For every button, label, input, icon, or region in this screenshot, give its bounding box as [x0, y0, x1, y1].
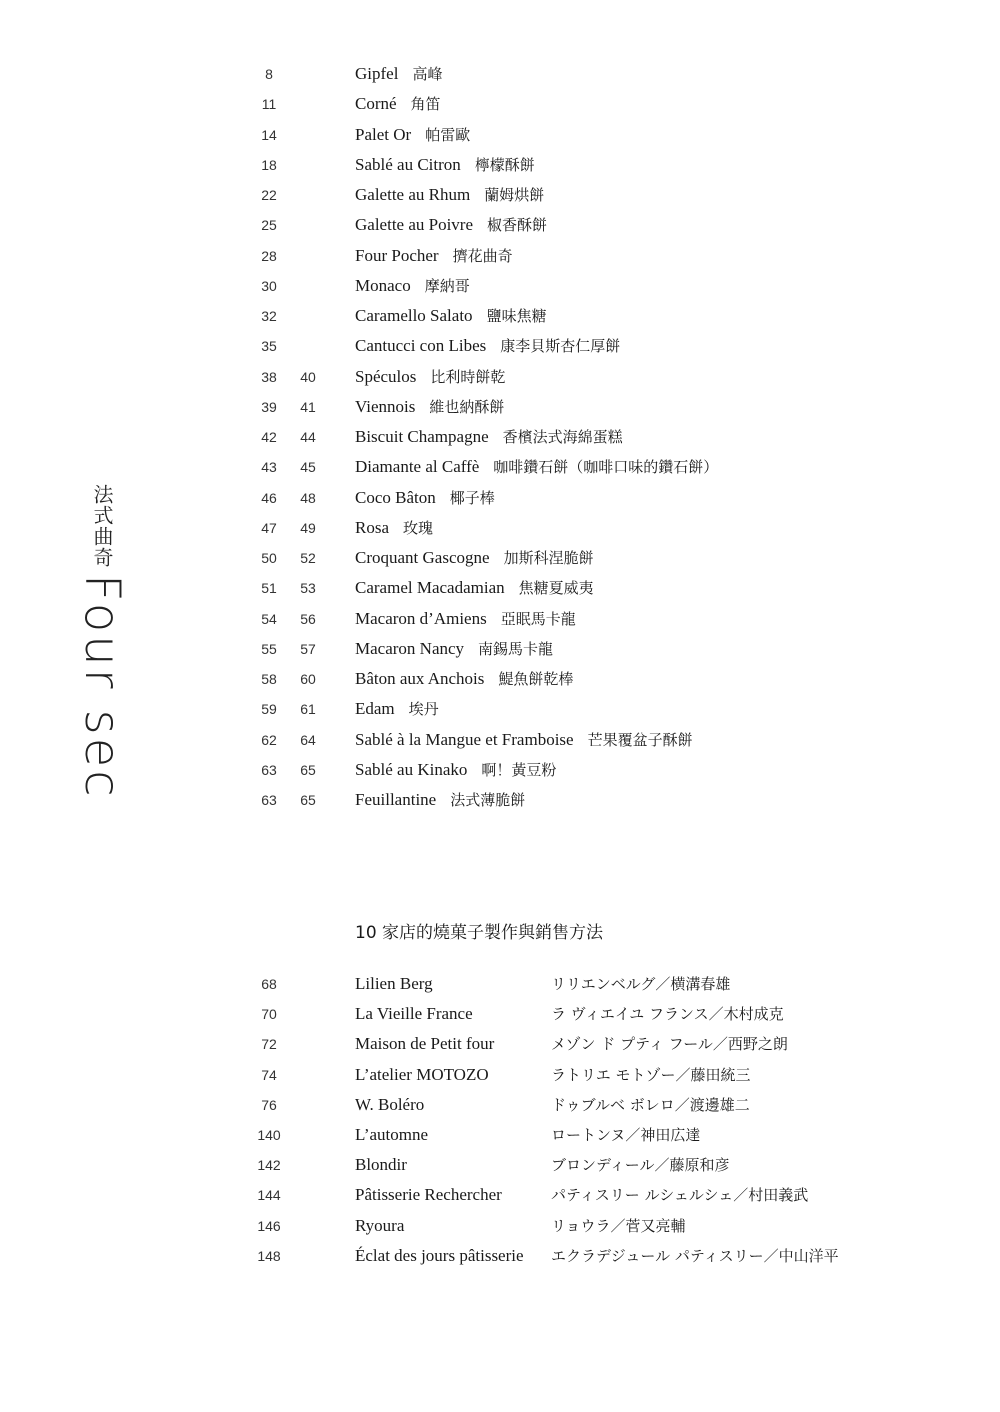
recipe-title	[355, 180, 544, 210]
side-title-chinese: 法式曲奇	[90, 484, 114, 568]
shop-name: L’atelier MOTOZO	[355, 1064, 489, 1084]
toc-row[interactable]	[0, 89, 1000, 119]
toc-row[interactable]	[0, 271, 1000, 301]
page-number: 14	[261, 126, 277, 143]
recipe-french-name: Monaco	[355, 275, 411, 295]
page-number-secondary: 61	[300, 701, 316, 718]
recipe-title	[355, 331, 620, 361]
recipe-chinese-name: 椒香酥餅	[487, 216, 548, 235]
recipe-chinese-name: 法式薄脆餅	[450, 791, 526, 809]
recipe-chinese-name: 亞眠馬卡龍	[500, 609, 576, 628]
recipe-french-name: Macaron d’Amiens	[355, 608, 487, 628]
page-number-secondary: 45	[300, 459, 316, 476]
page-number-secondary: 53	[300, 580, 316, 597]
recipe-title	[355, 150, 535, 180]
recipe-chinese-name: 焦糖夏威夷	[518, 579, 594, 598]
recipe-table-of-contents	[0, 59, 1000, 815]
recipe-french-name: Caramello Salato	[355, 306, 473, 325]
shop-name: Maison de Petit four	[355, 1034, 495, 1054]
toc-row[interactable]	[0, 241, 1000, 271]
page-number-secondary: 48	[300, 489, 316, 506]
page-number: 146	[257, 1217, 281, 1234]
recipe-title	[355, 785, 525, 815]
recipe-french-name: Sablé au Citron	[355, 154, 461, 174]
shop-owner: ブロンディール／藤原和彦	[551, 1156, 730, 1175]
page-number-secondary: 60	[300, 671, 316, 687]
shop-name: Pâtisserie Rechercher	[355, 1185, 502, 1205]
shop-row[interactable]	[0, 1060, 1000, 1090]
shop-owner: ドゥブルベ ボレロ／渡邊雄二	[551, 1095, 750, 1114]
shop-owner: リリエンベルグ／横溝春雄	[551, 975, 731, 993]
toc-row[interactable]	[0, 755, 1000, 785]
recipe-french-name: Four Pocher	[355, 245, 439, 265]
recipe-chinese-name: 南錫馬卡龍	[478, 639, 554, 658]
page-number: 54	[261, 610, 277, 627]
recipe-title	[355, 89, 441, 119]
recipe-chinese-name: 康李貝斯杏仁厚餅	[500, 337, 621, 356]
shop-name: Lilien Berg	[355, 974, 433, 993]
page-number-secondary: 49	[300, 519, 316, 536]
recipe-french-name: Macaron Nancy	[355, 638, 465, 658]
recipe-french-name: Viennois	[355, 396, 416, 416]
recipe-chinese-name: 啊！黃豆粉	[481, 760, 557, 779]
recipe-title	[355, 452, 718, 482]
recipe-french-name: Croquant Gascogne	[355, 548, 490, 567]
page-number: 51	[261, 580, 277, 597]
recipe-french-name: Coco Bâton	[355, 487, 436, 507]
toc-row[interactable]	[0, 452, 1000, 482]
shop-row[interactable]	[0, 1150, 1000, 1180]
toc-row[interactable]	[0, 150, 1000, 180]
recipe-chinese-name: 香檳法式海綿蛋糕	[502, 428, 623, 446]
page-number: 32	[261, 308, 277, 324]
page-number-secondary: 52	[300, 550, 316, 566]
page-number: 47	[261, 519, 277, 536]
recipe-french-name: Bâton aux Anchois	[355, 669, 485, 688]
recipe-chinese-name: 鹽味焦糖	[486, 307, 547, 325]
toc-row[interactable]	[0, 694, 1000, 724]
recipe-french-name: Sablé à la Mangue et Framboise	[355, 729, 574, 749]
recipe-french-name: Corné	[355, 94, 397, 114]
page-number: 68	[261, 976, 277, 992]
recipe-title	[355, 604, 576, 634]
page-number: 74	[261, 1066, 277, 1083]
shop-name: W. Boléro	[355, 1094, 425, 1114]
shop-owner: ロートンヌ／神田広達	[551, 1125, 701, 1144]
page-number: 148	[257, 1247, 281, 1264]
recipe-french-name: Biscuit Champagne	[355, 427, 489, 446]
shops-section-title: 10 家店的燒菓子製作與銷售方法	[355, 923, 604, 943]
page-number-secondary: 44	[300, 429, 316, 445]
page-number: 142	[257, 1157, 281, 1174]
page-number: 72	[261, 1036, 277, 1053]
toc-row[interactable]	[0, 785, 1000, 815]
shop-row[interactable]	[0, 1090, 1000, 1120]
page-number: 30	[261, 277, 277, 294]
shop-row[interactable]	[0, 1241, 1000, 1271]
toc-row[interactable]	[0, 362, 1000, 392]
page-number: 59	[261, 701, 277, 718]
recipe-french-name: Rosa	[355, 517, 389, 537]
toc-row[interactable]	[0, 573, 1000, 603]
recipe-title	[355, 210, 547, 240]
shop-name: L’automne	[355, 1124, 429, 1144]
recipe-french-name: Galette au Poivre	[355, 215, 474, 235]
page-number: 42	[261, 429, 277, 445]
recipe-title	[355, 301, 547, 331]
shop-name: Éclat des jours pâtisserie	[355, 1245, 524, 1265]
shop-owner: リョウラ／菅又亮輔	[551, 1216, 686, 1235]
page-number: 55	[261, 640, 277, 657]
recipe-chinese-name: 比利時餅乾	[430, 367, 506, 386]
recipe-french-name: Caramel Macadamian	[355, 578, 505, 598]
recipe-title	[355, 59, 442, 89]
recipe-french-name: Galette au Rhum	[355, 185, 471, 204]
page-number: 25	[261, 217, 277, 234]
page-number: 8	[265, 66, 273, 82]
recipe-title	[355, 573, 594, 603]
recipe-chinese-name: 擠花曲奇	[452, 246, 513, 265]
shop-name: Ryoura	[355, 1215, 405, 1235]
shop-row[interactable]	[0, 969, 1000, 999]
page-number-secondary: 64	[300, 731, 316, 748]
recipe-title	[355, 422, 623, 452]
recipe-chinese-name: 鯷魚餅乾棒	[498, 670, 574, 688]
shop-row[interactable]	[0, 1180, 1000, 1210]
page-number-secondary: 40	[300, 368, 316, 385]
toc-row[interactable]	[0, 664, 1000, 694]
page-number: 28	[261, 247, 277, 264]
recipe-french-name: Spéculos	[355, 366, 417, 386]
shop-owner: メゾン ド プティ フール／西野之朗	[551, 1035, 788, 1054]
shop-row[interactable]	[0, 1211, 1000, 1241]
page-number: 11	[261, 96, 277, 113]
recipe-chinese-name: 帕雷歐	[425, 125, 471, 144]
toc-row[interactable]	[0, 422, 1000, 452]
recipe-chinese-name: 維也納酥餅	[429, 397, 505, 416]
recipe-chinese-name: 埃丹	[408, 700, 439, 719]
recipe-title	[355, 483, 495, 513]
shop-owner: エクラデジュール パティスリー／中山洋平	[551, 1246, 839, 1265]
page-number: 38	[261, 368, 277, 385]
toc-row[interactable]	[0, 513, 1000, 543]
recipe-chinese-name: 摩納哥	[424, 276, 470, 295]
recipe-title	[355, 241, 513, 271]
recipe-french-name: Diamante al Caffè	[355, 457, 480, 477]
recipe-chinese-name: 咖啡鑽石餅（咖啡口味的鑽石餅）	[493, 458, 719, 477]
recipe-french-name: Feuillantine	[355, 790, 437, 809]
toc-row[interactable]	[0, 210, 1000, 240]
recipe-title	[355, 513, 433, 543]
toc-row[interactable]	[0, 331, 1000, 361]
page-number: 43	[261, 459, 277, 476]
recipe-chinese-name: 玫瑰	[403, 518, 434, 537]
recipe-title	[355, 725, 693, 755]
recipe-chinese-name: 椰子棒	[449, 488, 495, 507]
shop-row[interactable]	[0, 1120, 1000, 1150]
toc-row[interactable]	[0, 59, 1000, 89]
recipe-title	[355, 755, 556, 785]
page-number: 70	[261, 1006, 277, 1023]
recipe-title	[355, 271, 470, 301]
recipe-chinese-name: 蘭姆烘餅	[484, 186, 545, 204]
recipe-french-name: Gipfel	[355, 64, 399, 83]
recipe-title	[355, 694, 439, 724]
toc-row[interactable]	[0, 483, 1000, 513]
recipe-chinese-name: 角笛	[410, 95, 441, 114]
toc-row[interactable]	[0, 392, 1000, 422]
recipe-title	[355, 362, 505, 392]
recipe-french-name: Sablé au Kinako	[355, 759, 468, 779]
page-number: 18	[261, 156, 277, 173]
toc-row[interactable]	[0, 543, 1000, 573]
page-number: 46	[261, 489, 277, 506]
shop-name: Blondir	[355, 1155, 407, 1175]
page-number: 63	[261, 792, 277, 808]
toc-row[interactable]	[0, 180, 1000, 210]
recipe-title	[355, 634, 553, 664]
recipe-french-name: Edam	[355, 699, 395, 719]
toc-row[interactable]	[0, 120, 1000, 150]
page-number-secondary: 65	[300, 761, 316, 778]
shop-owner: パティスリー ルシェルシェ／村田義武	[551, 1186, 809, 1205]
page-number: 58	[261, 671, 277, 687]
shops-table-of-contents	[0, 969, 1000, 1271]
page-number: 63	[261, 761, 277, 778]
recipe-chinese-name: 高峰	[412, 65, 443, 83]
toc-row[interactable]	[0, 725, 1000, 755]
page-number-secondary: 65	[300, 792, 316, 808]
page-number: 140	[257, 1126, 281, 1143]
shop-row[interactable]	[0, 999, 1000, 1029]
recipe-french-name: Cantucci con Libes	[355, 336, 487, 356]
page-number: 39	[261, 398, 277, 415]
page-number: 22	[261, 187, 277, 203]
recipe-title	[355, 120, 470, 150]
recipe-title	[355, 392, 504, 422]
recipe-french-name: Palet Or	[355, 124, 412, 144]
page-number-secondary: 41	[300, 398, 316, 415]
page-number: 62	[261, 731, 277, 748]
shop-row[interactable]	[0, 1029, 1000, 1059]
page-number: 50	[261, 550, 277, 566]
page-number: 144	[257, 1187, 281, 1204]
shop-owner: ラトリエ モトゾー／藤田統三	[551, 1065, 751, 1084]
recipe-title	[355, 664, 573, 694]
toc-row[interactable]	[0, 634, 1000, 664]
recipe-chinese-name: 加斯科涅脆餅	[503, 549, 594, 567]
toc-row[interactable]	[0, 604, 1000, 634]
toc-row[interactable]	[0, 301, 1000, 331]
page-number: 76	[261, 1096, 277, 1113]
page-number-secondary: 57	[300, 640, 316, 657]
shop-owner: ラ ヴィエイユ フランス／木村成克	[551, 1005, 784, 1024]
recipe-title	[355, 543, 594, 573]
side-title-english: Four sec	[74, 574, 130, 800]
recipe-chinese-name: 芒果覆盆子酥餅	[587, 730, 693, 749]
shop-name: La Vieille France	[355, 1004, 473, 1024]
page-number: 35	[261, 338, 277, 355]
recipe-chinese-name: 檸檬酥餅	[474, 155, 535, 174]
page-number-secondary: 56	[300, 610, 316, 627]
